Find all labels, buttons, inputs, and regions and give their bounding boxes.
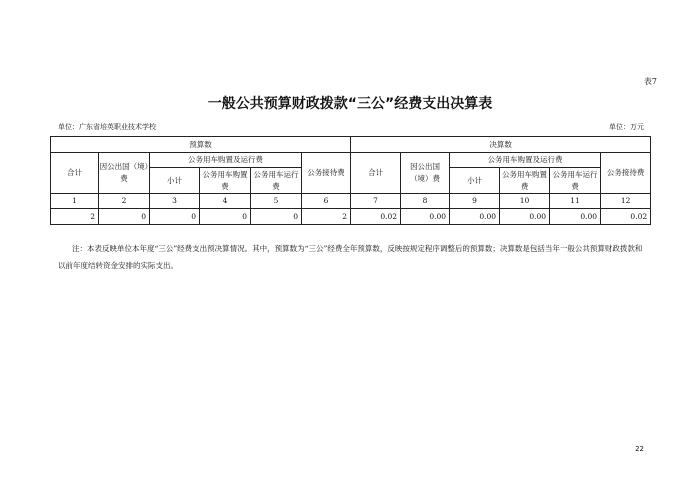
final-vehicle-group-header: 公务用车购置及运行费 xyxy=(450,153,601,168)
header-row-groups xyxy=(51,137,651,153)
column-number: 12 xyxy=(601,194,651,209)
unit-currency: 单位：万元 xyxy=(609,123,644,131)
budget-purchase-value: 0 xyxy=(200,209,251,225)
table-row xyxy=(51,209,651,225)
column-number-row xyxy=(51,194,651,209)
budget-purchase-header: 公务用车购置费 xyxy=(200,168,251,194)
final-reception-header: 公务接待费 xyxy=(601,153,651,194)
budget-reception-value: 2 xyxy=(302,209,351,225)
column-number: 1 xyxy=(51,194,99,209)
column-number: 7 xyxy=(351,194,401,209)
budget-total-value: 2 xyxy=(51,209,99,225)
final-total-value: 0.02 xyxy=(351,209,401,225)
table-note: 注：本表反映单位本年度“三公”经费支出预决算情况。其中，预算数为“三公”经费全年预算数，反映按规定程序调整后的预算数；决算数是包括当年一般公共预算财政拨款和以前年度结转资金安排的实际支出。 xyxy=(58,244,643,270)
column-number: 2 xyxy=(99,194,150,209)
column-number: 6 xyxy=(302,194,351,209)
column-number: 11 xyxy=(550,194,601,209)
unit-row xyxy=(58,122,644,132)
budget-subtotal-value: 0 xyxy=(150,209,200,225)
column-number: 10 xyxy=(500,194,550,209)
final-purchase-header: 公务用车购置费 xyxy=(500,168,550,194)
final-subtotal-value: 0.00 xyxy=(450,209,500,225)
column-number: 9 xyxy=(450,194,500,209)
column-number: 5 xyxy=(251,194,302,209)
header-row-categories xyxy=(51,153,651,168)
budget-subtotal-header: 小计 xyxy=(150,168,200,194)
final-purchase-value: 0.00 xyxy=(500,209,550,225)
final-operation-value: 0.00 xyxy=(550,209,601,225)
final-header: 决算数 xyxy=(351,137,651,153)
final-abroad-value: 0.00 xyxy=(401,209,450,225)
budget-operation-header: 公务用车运行费 xyxy=(251,168,302,194)
budget-header: 预算数 xyxy=(51,137,351,153)
budget-abroad-value: 0 xyxy=(99,209,150,225)
final-subtotal-header: 小计 xyxy=(450,168,500,194)
final-reception-value: 0.02 xyxy=(601,209,651,225)
budget-vehicle-group-header: 公务用车购置及运行费 xyxy=(150,153,302,168)
three-public-expense-table xyxy=(50,136,651,225)
column-number: 4 xyxy=(200,194,251,209)
column-number: 8 xyxy=(401,194,450,209)
budget-abroad-header: 因公出国（境）费 xyxy=(99,153,150,194)
budget-reception-header: 公务接待费 xyxy=(302,153,351,194)
document-title: 一般公共预算财政拨款“三公”经费支出决算表 xyxy=(207,96,493,112)
budget-total-header: 合计 xyxy=(51,153,99,194)
budget-operation-value: 0 xyxy=(251,209,302,225)
table-number: 表7 xyxy=(643,77,657,86)
page-number: 22 xyxy=(635,445,644,453)
unit-organization: 单位：广东省培英职业技术学校 xyxy=(58,123,156,131)
final-total-header: 合计 xyxy=(351,153,401,194)
column-number: 3 xyxy=(150,194,200,209)
final-abroad-header: 因公出国（境）费 xyxy=(401,153,450,194)
final-operation-header: 公务用车运行费 xyxy=(550,168,601,194)
